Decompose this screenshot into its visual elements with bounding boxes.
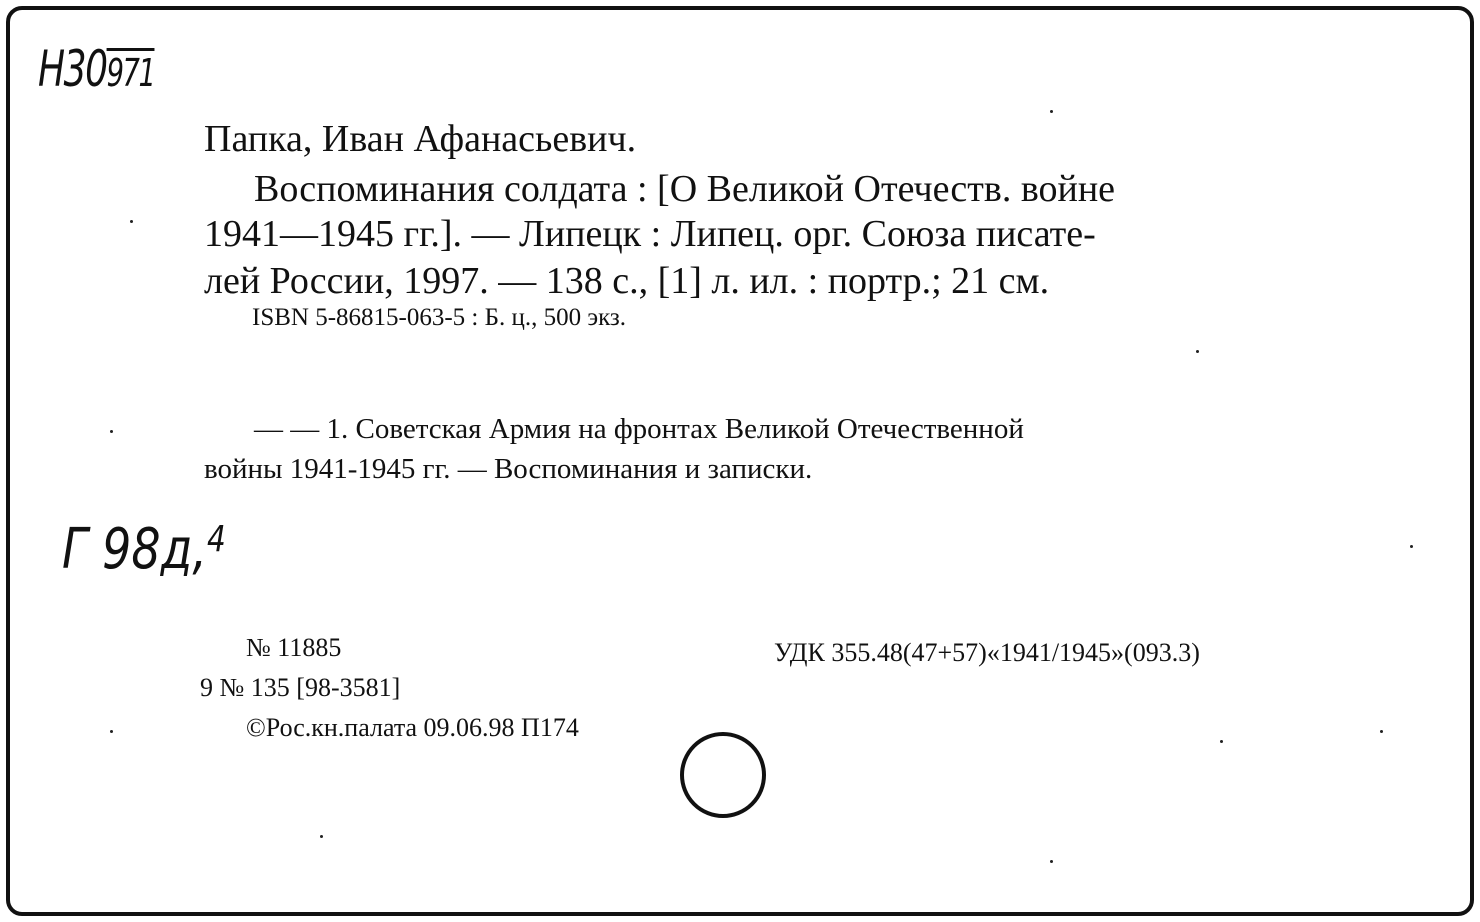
speck [1050, 860, 1053, 863]
handwritten-classification [62, 517, 226, 582]
speck [1220, 740, 1223, 743]
speck [1196, 350, 1199, 353]
classification-sup: 4 [206, 519, 226, 560]
author-line: Папка, Иван Афанасьевич. [204, 118, 637, 160]
subject-line-2: войны 1941-1945 гг. — Воспоминания и записки. [204, 453, 813, 485]
speck [130, 220, 133, 223]
speck [1380, 730, 1383, 733]
speck [110, 430, 113, 433]
classification-main: Г 98д, [62, 517, 207, 582]
title-line-3: лей России, 1997. — 138 с., [1] л. ил. : портр.; 21 см. [204, 260, 1050, 302]
udk-line: УДК 355.48(47+57)«1941/1945»(093.3) [774, 638, 1200, 667]
punch-hole-circle [680, 732, 766, 818]
speck [110, 730, 113, 733]
speck [320, 835, 323, 838]
series-line: 9 № 135 [98-3581] [200, 673, 401, 702]
call-number-sup: 971 [106, 51, 155, 95]
handwritten-call-number [38, 40, 155, 98]
call-number-main: Н30 [38, 40, 107, 98]
isbn-line: ISBN 5-86815-063-5 : Б. ц., 500 экз. [252, 304, 627, 331]
title-line-1: Воспоминания солдата : [О Великой Отечеств. войне [254, 168, 1116, 210]
speck [1050, 110, 1053, 113]
record-number: № 11885 [246, 633, 342, 662]
chamber-line: ©Рос.кн.палата 09.06.98 П174 [246, 713, 579, 742]
catalog-card [6, 6, 1474, 916]
subject-line-1: — — 1. Советская Армия на фронтах Великой Отечественной [254, 413, 1024, 445]
title-line-2: 1941—1945 гг.]. — Липецк : Липец. орг. Союза писате- [204, 213, 1096, 255]
speck [1410, 545, 1413, 548]
